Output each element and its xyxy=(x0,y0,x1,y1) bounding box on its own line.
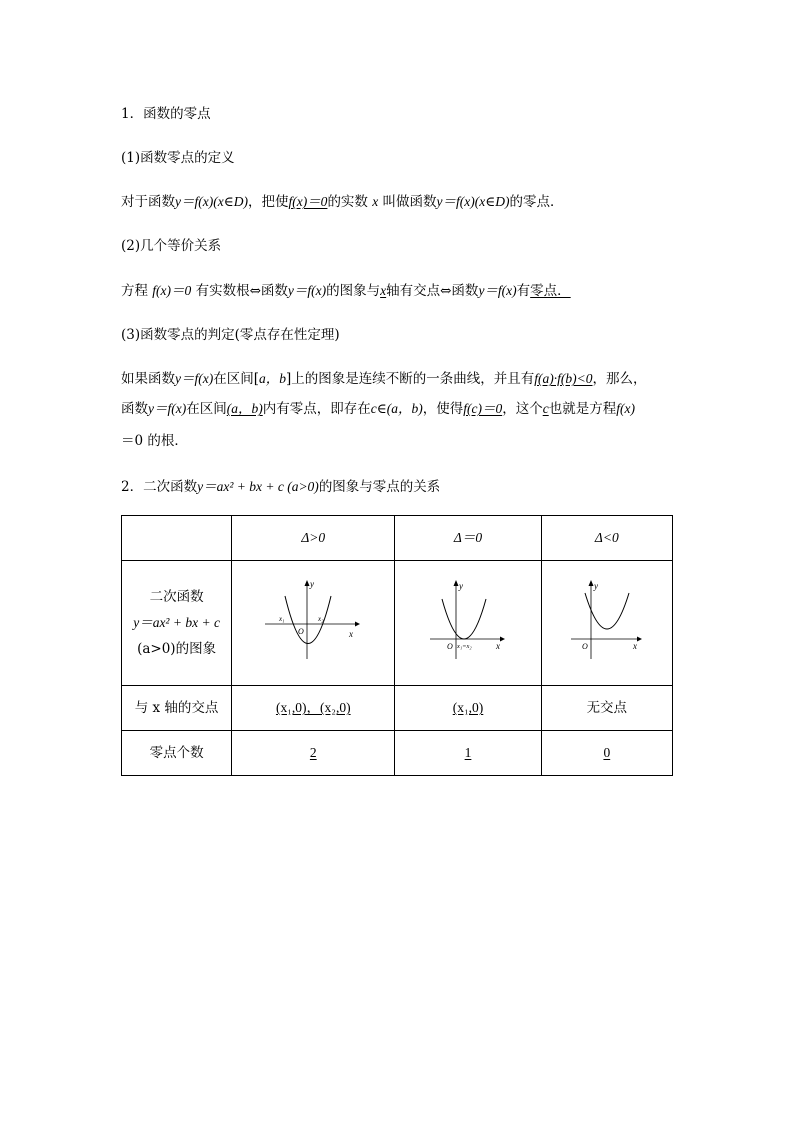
table-header-cell xyxy=(122,516,232,561)
text: 在区间[ xyxy=(213,371,260,387)
text: 对于函数 xyxy=(121,194,175,210)
table-row-intersections xyxy=(122,686,673,731)
root-x2-label: x₂ xyxy=(318,615,324,623)
text: 有 xyxy=(516,283,531,299)
label-line: (a>0)的图象 xyxy=(137,641,217,657)
label-text: 零点个数 xyxy=(149,745,204,761)
text: ，那么， xyxy=(592,371,647,387)
formula: y＝f(x)(x∈D) xyxy=(436,194,510,209)
intersection-cell xyxy=(232,686,395,731)
text: 的实数 xyxy=(327,194,368,210)
intersection-value: (x₁,0) xyxy=(452,700,484,715)
subsection-3-heading-text: (3)函数零点的判定(零点存在性定理) xyxy=(121,327,340,343)
formula: c∈(a，b) xyxy=(370,401,423,416)
text: 的图象与零点的关系 xyxy=(318,479,441,495)
subsection-2-heading-text: (2)几个等价关系 xyxy=(121,238,222,254)
zero-definition-paragraph xyxy=(121,192,563,212)
x-label: x xyxy=(632,641,637,651)
formula: y＝f(x) xyxy=(478,283,517,298)
origin-label: O xyxy=(581,642,588,651)
y-label: y xyxy=(459,581,463,591)
label-line: y＝ax² + bx + c xyxy=(133,615,220,630)
fill-blank: f(x)＝0 xyxy=(288,194,328,209)
subsection-1-heading xyxy=(121,148,235,168)
x-axis-arrow xyxy=(355,622,360,627)
equivalence-paragraph xyxy=(121,281,571,301)
fill-blank: f(a)·f(b)<0 xyxy=(534,371,593,386)
origin-label: O xyxy=(298,627,305,636)
text: 的零点． xyxy=(509,194,564,210)
section-1-title xyxy=(121,104,211,124)
text: 有实数根⇔函数 xyxy=(195,283,288,299)
table-row-zero-count xyxy=(122,731,673,776)
count-cell xyxy=(541,731,672,776)
quadratic-zeros-table xyxy=(121,515,673,776)
text: ]上的图象是连续不断的一条曲线，并且有 xyxy=(286,371,535,387)
x-label: x xyxy=(349,629,354,639)
graph-one-root xyxy=(428,579,508,661)
text: ，把使 xyxy=(247,194,289,210)
theorem-line-1 xyxy=(121,369,647,389)
double-root-label: x₁=x₂ xyxy=(457,643,472,650)
formula: y＝f(x) xyxy=(148,401,187,416)
formula: y＝f(x) xyxy=(287,283,327,298)
y-label: y xyxy=(310,579,315,589)
text: 也就是方程 xyxy=(548,401,617,417)
table-header-cell xyxy=(395,516,541,561)
text: 在区间 xyxy=(186,401,227,417)
text: 内有零点，即存在 xyxy=(262,401,371,417)
intersection-cell xyxy=(395,686,541,731)
count-cell xyxy=(395,731,541,776)
fill-blank: 零点． xyxy=(530,283,571,299)
header-text: Δ<0 xyxy=(594,530,619,545)
root-x1-label: x₁ xyxy=(279,615,285,623)
text: 函数 xyxy=(121,401,148,417)
text: 的图象与 xyxy=(326,283,381,299)
fill-blank: c xyxy=(542,401,549,416)
x-label: x xyxy=(496,641,500,651)
fill-blank: f(c)＝0 xyxy=(463,401,503,416)
parabola-curve xyxy=(442,599,486,639)
parabola-curve xyxy=(285,596,331,644)
section-2-title xyxy=(121,477,440,497)
formula: y＝ax² + bx + c (a>0) xyxy=(197,479,319,494)
graph-cell-two-roots xyxy=(232,561,395,686)
count-cell xyxy=(232,731,395,776)
row-label-zero-count xyxy=(122,731,232,776)
intersection-cell xyxy=(541,686,672,731)
formula: f(x)＝0 xyxy=(152,283,192,298)
subsection-2-heading xyxy=(121,236,221,256)
text: 轴有交点⇔函数 xyxy=(386,283,479,299)
x-axis-arrow xyxy=(637,637,642,642)
text: ，使得 xyxy=(422,401,464,417)
fill-blank: (a，b) xyxy=(226,401,263,416)
subsection-1-heading-text: (1)函数零点的定义 xyxy=(121,150,235,166)
count-value: 0 xyxy=(603,745,611,760)
section-1-title-text: 1．函数的零点 xyxy=(121,106,211,122)
y-axis-arrow xyxy=(588,580,593,586)
table-row-graph xyxy=(122,561,673,686)
table-header-cell xyxy=(232,516,395,561)
text: ，这个 xyxy=(502,401,543,417)
variable: x xyxy=(372,194,379,209)
subsection-3-heading xyxy=(121,325,340,345)
header-text: Δ＝0 xyxy=(453,530,483,545)
origin-label: O xyxy=(447,642,453,651)
count-value: 2 xyxy=(309,745,317,760)
parabola-curve xyxy=(585,593,629,629)
x-axis-arrow xyxy=(500,637,505,642)
table-header-cell xyxy=(541,516,672,561)
table-header-row xyxy=(122,516,673,561)
text: 如果函数 xyxy=(121,371,175,387)
intersection-value: 无交点 xyxy=(586,700,628,716)
graph-no-root xyxy=(569,579,645,661)
row-label-graph xyxy=(122,561,232,686)
graph-cell-no-root xyxy=(541,561,672,686)
header-text: Δ>0 xyxy=(301,530,326,545)
fill-blank: x xyxy=(380,283,387,298)
intersection-value: (x₁,0)，(x₂,0) xyxy=(275,700,351,715)
y-axis-arrow xyxy=(305,580,310,586)
graph-cell-one-root xyxy=(395,561,541,686)
interval: a，b xyxy=(259,371,287,386)
y-axis-arrow xyxy=(454,580,459,586)
formula: y＝f(x)(x∈D) xyxy=(175,194,248,209)
count-value: 1 xyxy=(464,745,472,760)
formula: f(x) xyxy=(616,401,635,416)
label-line: 二次函数 xyxy=(149,589,204,605)
theorem-line-3 xyxy=(121,431,188,451)
theorem-line-2 xyxy=(121,399,635,419)
text: ＝0 的根． xyxy=(121,433,188,449)
formula: y＝f(x) xyxy=(175,371,214,386)
text: 2．二次函数 xyxy=(121,479,198,495)
label-text: 与 x 轴的交点 xyxy=(134,700,219,716)
graph-two-roots xyxy=(265,579,361,661)
row-label-intersections xyxy=(122,686,232,731)
y-label: y xyxy=(593,581,598,591)
text: 方程 xyxy=(121,283,148,299)
text: 叫做函数 xyxy=(382,194,437,210)
